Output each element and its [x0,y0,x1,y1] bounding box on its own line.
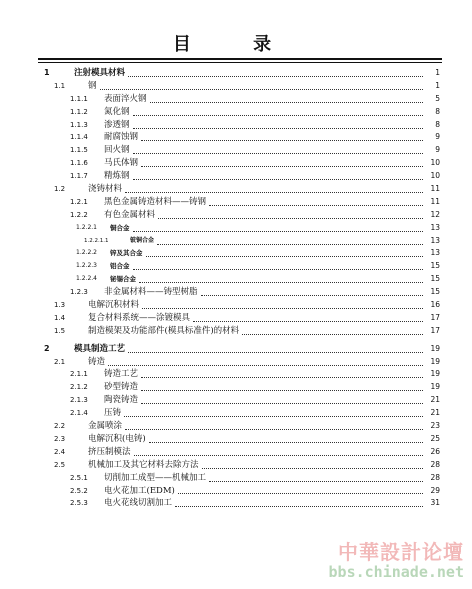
toc-entry-number: 1.1 [54,81,66,90]
toc-entry-number: 1.2.3 [70,288,88,297]
toc-leader-dots [158,218,423,219]
toc-entry-title: 锌及其合金 [110,249,143,258]
toc-entry[interactable] [40,106,440,119]
toc-entry[interactable] [40,407,440,420]
toc-entry[interactable] [40,433,440,446]
toc-entry-page: 15 [430,287,440,297]
table-of-contents [40,67,440,510]
toc-leader-dots [125,192,423,193]
toc-leader-dots [128,352,423,353]
toc-entry-title: 回火钢 [104,145,130,156]
toc-leader-dots [125,429,423,430]
toc-entry-number: 1.1.2 [70,107,88,116]
watermark-url: bbs.chinade.net [328,563,464,581]
toc-entry-page: 13 [430,248,440,258]
toc-leader-dots [146,256,424,257]
toc-entry-number: 2.4 [54,447,66,456]
toc-entry-title: 注射模具材料 [74,68,126,78]
toc-leader-dots [124,416,423,417]
toc-entry-number: 2.2 [54,422,66,431]
toc-entry[interactable] [40,394,440,407]
toc-entry[interactable] [40,80,440,93]
toc-entry[interactable] [40,209,440,222]
toc-entry-page: 28 [430,459,440,469]
toc-entry-number: 1.1.4 [70,133,88,142]
toc-entry-page: 19 [430,343,440,353]
toc-leader-dots [133,153,423,154]
toc-entry-number: 2.5 [54,460,66,469]
toc-leader-dots [141,377,423,378]
toc-entry-title: 铸造工艺 [104,369,139,380]
toc-entry[interactable] [40,157,440,170]
toc-leader-dots [134,455,423,456]
toc-leader-dots [100,89,423,90]
toc-entry-title: 铜合金 [110,223,130,232]
toc-entry[interactable] [40,472,440,485]
toc-entry[interactable] [40,381,440,394]
watermark-text: 中華設計论壇 [338,540,464,564]
toc-leader-dots [133,115,423,116]
toc-entry[interactable] [40,131,440,144]
toc-entry-title: 耐腐蚀钢 [104,132,139,143]
toc-entry-number: 1.1.7 [70,172,88,181]
toc-entry-page: 19 [430,382,440,392]
toc-entry-title: 渗透钢 [104,119,130,130]
toc-entry-title: 铍铜合金 [130,236,155,244]
toc-entry-number: 1.2.2.4 [76,275,97,283]
toc-leader-dots [141,140,423,141]
toc-entry-number: 1.1.3 [70,120,88,129]
toc-entry-title: 制造模架及功能部件(模具标准件)的材料 [88,325,240,336]
toc-leader-dots [157,244,423,245]
toc-entry-number: 2.1 [54,357,66,366]
toc-entry-page: 25 [430,433,440,443]
toc-entry[interactable] [40,299,440,312]
toc-entry-title: 浇铸材料 [88,184,123,195]
toc-entry-title: 压铸 [104,408,122,419]
toc-entry-title: 精炼钢 [104,171,130,182]
toc-entry[interactable] [40,222,440,235]
toc-entry-number: 1.2.2.2 [76,249,97,257]
toc-entry-page: 31 [430,498,440,508]
toc-entry-page: 8 [435,106,440,116]
toc-entry-page: 19 [430,356,440,366]
toc-entry-number: 2.5.1 [70,473,88,482]
toc-entry-page: 9 [435,132,440,142]
toc-entry-page: 8 [435,119,440,129]
toc-entry-title: 金属喷涂 [88,421,123,432]
toc-entry-page: 19 [430,369,440,379]
toc-entry[interactable] [40,144,440,157]
title-divider-thin [38,62,442,63]
toc-entry-number: 1.2.1 [70,197,88,206]
toc-leader-dots [202,468,423,469]
toc-entry-number: 1.5 [54,326,66,335]
toc-entry-number: 1.2.2.3 [76,262,97,270]
toc-entry-title: 铋锡合金 [110,275,136,284]
toc-entry-title: 挤压制模法 [88,446,131,457]
toc-entry-page: 29 [430,485,440,495]
toc-entry-title: 模具制造工艺 [74,343,126,354]
toc-entry-page: 13 [430,235,440,245]
toc-leader-dots [201,295,423,296]
toc-entry-title: 切削加工成型——机械加工 [104,472,207,483]
page-title: 目 录 [172,34,300,55]
toc-entry-number: 1.2.2.1.1 [84,237,109,244]
toc-entry-page: 15 [430,274,440,284]
toc-entry-page: 10 [430,171,440,181]
toc-entry-number: 2.1.4 [70,409,88,418]
toc-entry[interactable] [40,343,440,356]
toc-entry-page: 17 [430,312,440,322]
toc-entry-page: 1 [435,68,440,77]
toc-entry-page: 11 [430,184,440,194]
toc-leader-dots [108,365,423,366]
toc-entry-page: 23 [430,421,440,431]
title-divider [38,58,442,60]
toc-entry-number: 1.1.6 [70,159,88,168]
toc-entry-page: 21 [430,408,440,418]
toc-entry[interactable] [40,286,440,299]
toc-entry-number: 1.2 [54,185,66,194]
toc-entry-number: 2.1.3 [70,396,88,405]
toc-entry-number: 1.2.2 [70,210,88,219]
toc-entry[interactable] [40,273,440,286]
toc-entry-number: 2.1.1 [70,370,88,379]
toc-leader-dots [139,282,423,283]
toc-entry[interactable] [40,260,440,273]
toc-leader-dots [149,442,423,443]
toc-entry-title: 砂型铸造 [104,382,139,393]
toc-entry-title: 表面淬火钢 [104,93,147,104]
toc-entry-title: 有色金属材料 [104,209,156,220]
toc-leader-dots [141,166,423,167]
toc-leader-dots [193,321,423,322]
toc-leader-dots [133,128,423,129]
toc-leader-dots [175,506,423,507]
toc-entry-page: 26 [430,446,440,456]
toc-entry-number: 2.1.2 [70,383,88,392]
toc-leader-dots [209,481,423,482]
site-watermark [329,536,464,581]
toc-entry-number: 1 [44,68,50,77]
toc-entry-page: 28 [430,472,440,482]
toc-entry-page: 15 [430,261,440,271]
toc-entry[interactable] [40,247,440,260]
toc-entry-number: 2.5.3 [70,499,88,508]
toc-entry-title: 电解沉积(电铸) [88,433,146,444]
toc-entry-title: 马氏体钢 [104,158,139,169]
toc-entry[interactable] [40,325,440,338]
toc-entry-number: 1.1.1 [70,94,88,103]
toc-entry[interactable] [40,459,440,472]
toc-entry-page: 17 [430,325,440,335]
toc-entry-number: 2.3 [54,434,66,443]
toc-entry-page: 10 [430,158,440,168]
toc-entry-number: 2.5.2 [70,486,88,495]
toc-entry-page: 13 [430,222,440,232]
toc-entry-title: 电解沉积材料 [88,300,140,311]
toc-entry[interactable] [40,183,440,196]
toc-entry-page: 9 [435,145,440,155]
toc-entry[interactable] [40,485,440,498]
toc-entry-title: 陶瓷铸造 [104,395,139,406]
toc-entry-page: 12 [430,209,440,219]
toc-entry[interactable] [40,67,440,80]
toc-leader-dots [150,102,423,103]
toc-entry-number: 1.4 [54,313,66,322]
toc-entry-page: 11 [430,196,440,206]
toc-entry[interactable] [40,119,440,132]
toc-entry-title: 钢 [88,80,97,91]
toc-entry-title: 非金属材料——铸型树脂 [104,287,198,298]
toc-entry-title: 黑色金属铸造材料——铸钢 [104,196,207,207]
toc-leader-dots [242,334,423,335]
toc-leader-dots [133,179,423,180]
toc-entry[interactable] [40,93,440,106]
toc-entry-page: 21 [430,395,440,405]
toc-leader-dots [141,403,423,404]
toc-entry-title: 铸造 [88,356,106,367]
toc-leader-dots [133,231,424,232]
toc-entry-number: 2 [44,343,50,353]
toc-entry[interactable] [40,312,440,325]
toc-entry[interactable] [40,356,440,369]
toc-entry-number: 1.2.2.1 [76,223,97,231]
toc-entry-page: 5 [435,93,440,103]
toc-entry[interactable] [40,446,440,459]
toc-leader-dots [142,308,423,309]
toc-leader-dots [133,269,424,270]
toc-leader-dots [128,76,423,77]
toc-entry-title: 复合材料系统——涂镀模具 [88,312,191,323]
toc-entry-title: 电火花线切割加工 [104,498,173,509]
toc-entry-number: 1.3 [54,301,66,310]
toc-entry-title: 电火花加工(EDM) [104,485,175,496]
toc-entry-title: 氮化钢 [104,106,130,117]
toc-leader-dots [209,205,423,206]
toc-entry[interactable] [40,170,440,183]
toc-entry-title: 机械加工及其它材料去除方法 [88,459,199,470]
toc-entry-number: 1.1.5 [70,146,88,155]
toc-leader-dots [141,390,423,391]
toc-entry-page: 1 [435,80,440,90]
toc-entry[interactable] [40,420,440,433]
toc-entry[interactable] [40,196,440,209]
toc-entry[interactable] [40,235,440,248]
toc-entry[interactable] [40,497,440,510]
toc-entry-page: 16 [430,300,440,310]
toc-entry[interactable] [40,368,440,381]
toc-leader-dots [178,493,423,494]
toc-entry-title: 铝合金 [110,262,130,271]
